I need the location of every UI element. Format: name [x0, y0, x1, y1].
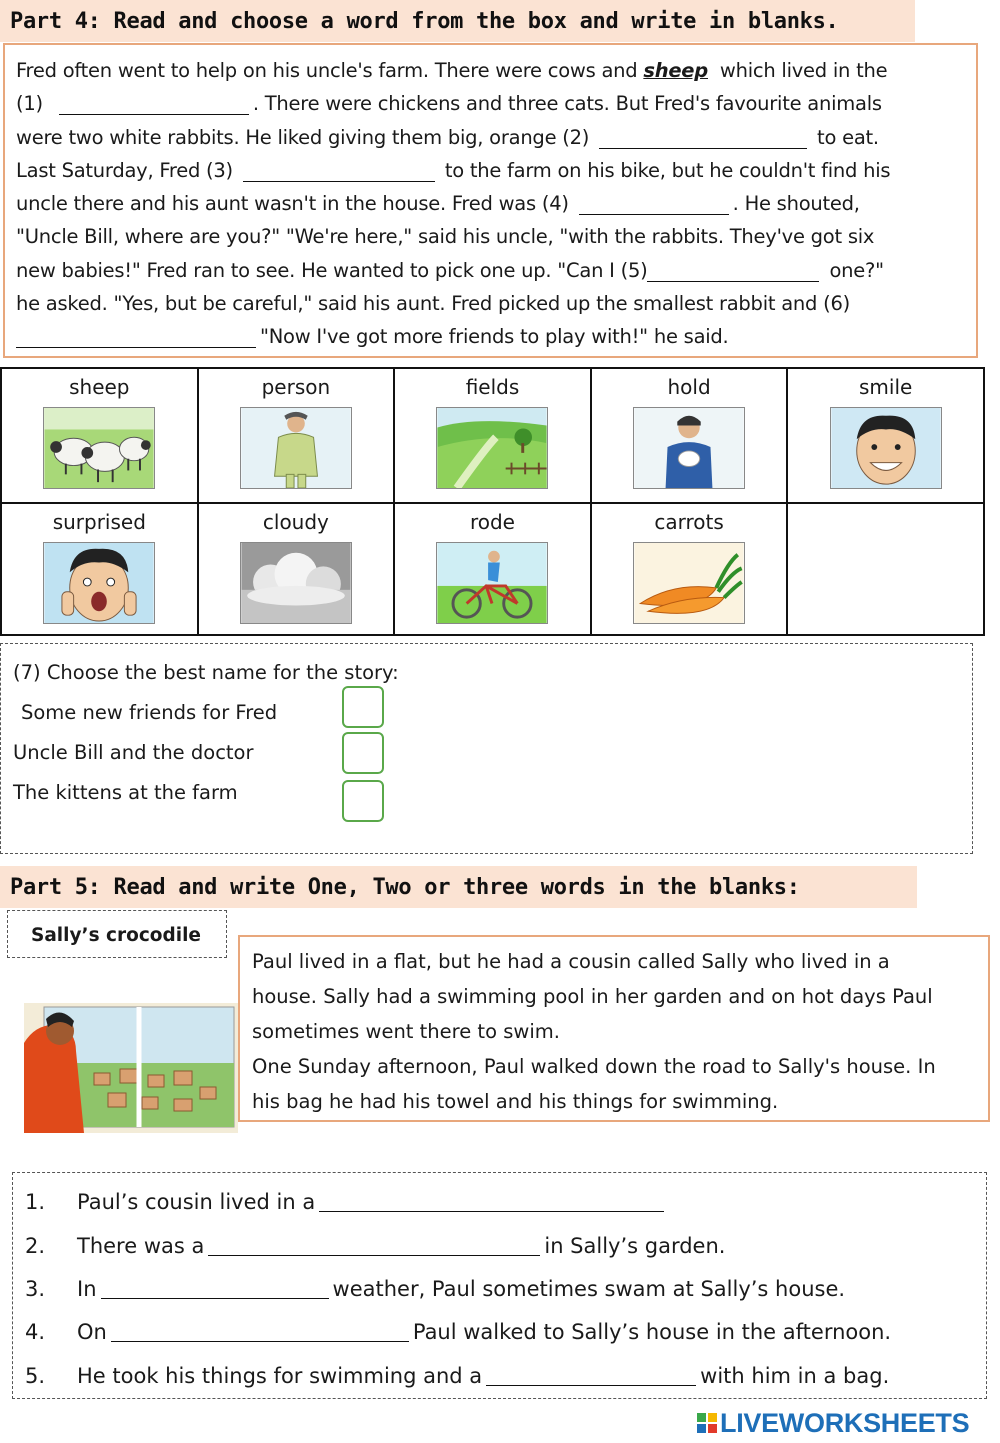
fields-picture: [436, 407, 548, 489]
answer-blank-2[interactable]: [599, 129, 807, 149]
question-4: 4. On Paul walked to Sally’s house in the afternoon.: [25, 1320, 892, 1344]
story-title: Sally’s crocodile: [31, 925, 201, 946]
word-cell: [1, 503, 198, 635]
story-line-4: Last Saturday, Fred (3) to the farm on his bike, but he couldn't find his: [16, 158, 891, 182]
q1-answer-input[interactable]: [319, 1190, 664, 1212]
answer-blank-3[interactable]: [243, 162, 435, 182]
part5-passage: [238, 935, 990, 1122]
carrots-picture: [633, 542, 745, 624]
logo-text: LIVEWORKSHEETS: [720, 1407, 970, 1438]
person-picture: [240, 407, 352, 489]
word-label: smile: [859, 375, 913, 399]
option-label: The kittens at the farm: [13, 781, 238, 804]
sheep-picture: [43, 407, 155, 489]
empty-cell: [787, 503, 984, 635]
part4-header: Part 4: Read and choose a word from the box and write in blanks.: [0, 0, 915, 42]
word-cell: [591, 368, 788, 503]
part5-questions-box: [12, 1172, 987, 1399]
example-answer: sheep: [643, 59, 708, 82]
question-2: 2. There was a in Sally’s garden.: [25, 1234, 726, 1258]
word-label: person: [261, 375, 331, 399]
smile-picture: [830, 407, 942, 489]
word-cell: [394, 368, 591, 503]
option-label: Some new friends for Fred: [21, 701, 278, 724]
word-label: rode: [469, 510, 515, 534]
part5-header: Part 5: Read and write One, Two or three words in the blanks:: [0, 866, 917, 908]
answer-blank-1[interactable]: [59, 95, 249, 115]
logo-icon: [697, 1413, 717, 1433]
story-line-5: uncle there and his aunt wasn't in the house. Fred was (4) . He shouted,: [16, 192, 860, 216]
word-cell: [591, 503, 788, 635]
passage-line: sometimes went there to swim.: [252, 1020, 560, 1043]
word-label: cloudy: [262, 510, 329, 534]
option-checkbox-2[interactable]: [342, 732, 384, 774]
answer-blank-4[interactable]: [579, 195, 729, 215]
word-box: [0, 367, 985, 636]
question-1: 1. Paul’s cousin lived in a: [25, 1190, 668, 1214]
story-title-box: [7, 910, 227, 958]
answer-blank-6[interactable]: [16, 328, 256, 348]
question-7-box: [0, 643, 973, 854]
answer-blank-5[interactable]: [647, 262, 819, 282]
word-cell: [1, 368, 198, 503]
question-7-title: (7) Choose the best name for the story:: [13, 661, 399, 684]
story-line-1: Fred often went to help on his uncle's farm. There were cows and sheep which lived in the: [16, 59, 888, 82]
rode-picture: [436, 542, 548, 624]
story-line-2: (1) . There were chickens and three cats. But Fred's favourite animals: [16, 92, 882, 116]
option-checkbox-1[interactable]: [342, 686, 384, 728]
passage-line: his bag he had his towel and his things for swimming.: [252, 1090, 779, 1113]
option-label: Uncle Bill and the doctor: [13, 741, 254, 764]
passage-line: house. Sally had a swimming pool in her garden and on hot days Paul: [252, 985, 933, 1008]
word-cell: [198, 503, 395, 635]
question-5: 5. He took his things for swimming and a with him in a bag.: [25, 1364, 890, 1388]
window-view-picture: [24, 1003, 238, 1133]
word-cell: [787, 368, 984, 503]
word-label: sheep: [69, 375, 130, 399]
word-label: fields: [465, 375, 520, 399]
word-label: surprised: [52, 510, 146, 534]
q4-answer-input[interactable]: [111, 1320, 409, 1342]
story-line-3: were two white rabbits. He liked giving them big, orange (2) to eat.: [16, 125, 879, 149]
hold-picture: [633, 407, 745, 489]
question-3: 3. In weather, Paul sometimes swam at Sally’s house.: [25, 1277, 846, 1301]
q3-answer-input[interactable]: [101, 1277, 329, 1299]
q2-answer-input[interactable]: [208, 1234, 540, 1256]
story-line-8: he asked. "Yes, but be careful," said his aunt. Fred picked up the smallest rabbit and (6): [16, 292, 850, 316]
story-line-9: "Now I've got more friends to play with!" he said.: [16, 320, 964, 353]
story-line-7: new babies!" Fred ran to see. He wanted to pick one up. "Can I (5) one?": [16, 258, 884, 282]
cloudy-picture: [240, 542, 352, 624]
liveworksheets-logo[interactable]: [697, 1408, 969, 1438]
part4-story: [3, 43, 978, 358]
passage-line: One Sunday afternoon, Paul walked down the road to Sally's house. In: [252, 1055, 936, 1078]
word-cell: [394, 503, 591, 635]
passage-line: Paul lived in a flat, but he had a cousin called Sally who lived in a: [252, 950, 890, 973]
word-label: hold: [667, 375, 711, 399]
option-checkbox-3[interactable]: [342, 780, 384, 822]
story-line-6: "Uncle Bill, where are you?" "We're here," said his uncle, "with the rabbits. They've got six: [16, 225, 875, 249]
word-label: carrots: [654, 510, 724, 534]
q5-answer-input[interactable]: [486, 1364, 696, 1386]
surprised-picture: [43, 542, 155, 624]
word-cell: [198, 368, 395, 503]
